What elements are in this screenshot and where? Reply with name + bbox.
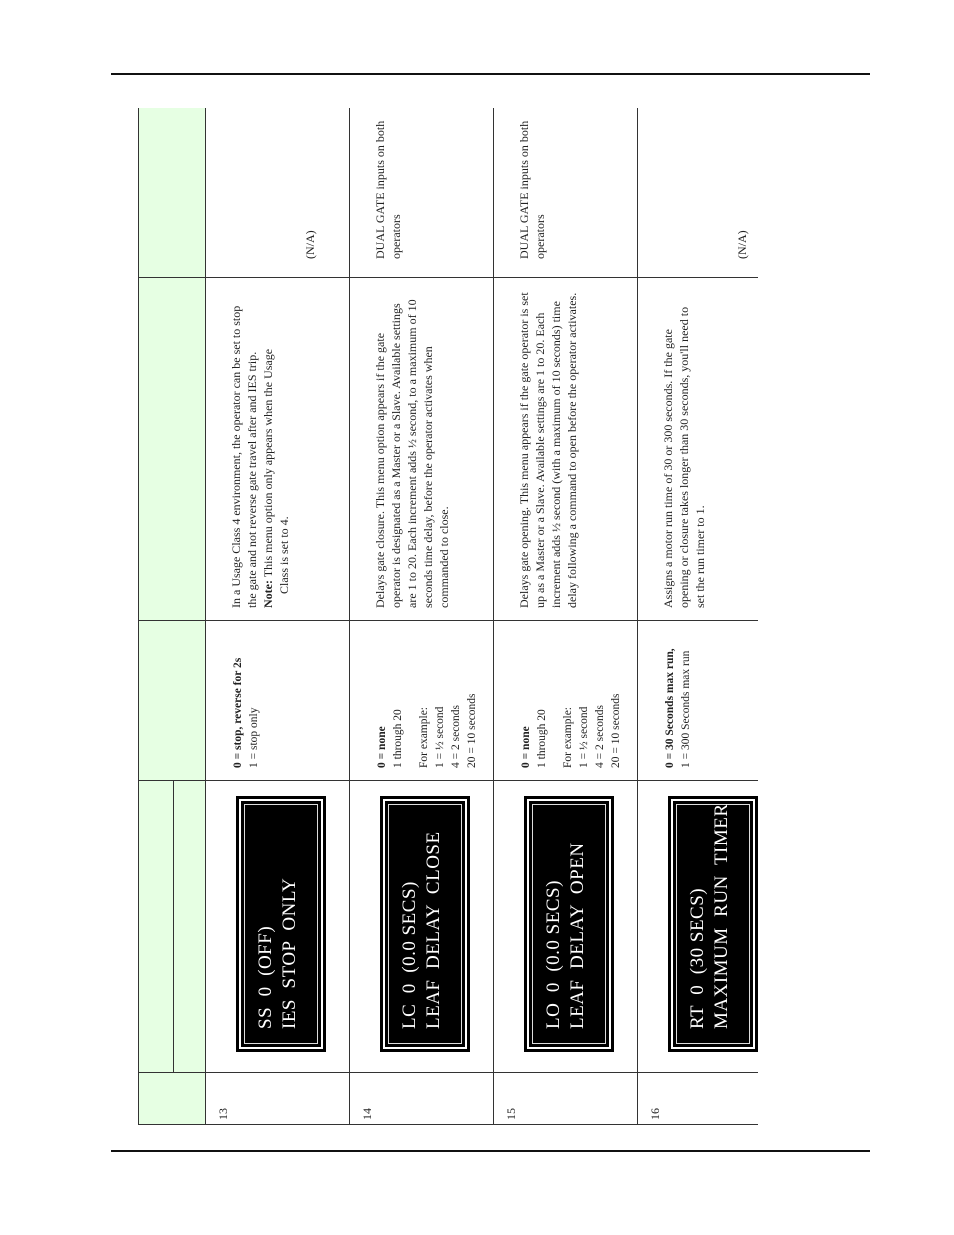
setting-option: 1 through 20 <box>392 709 404 768</box>
dual-gate-text: DUAL GATE inputs on both operators <box>517 120 547 259</box>
description-text: Assigns a motor run time of 30 or 300 seconds. If the gate opening or closure takes longer than 30 seconds, you'll need to set the run timer to 1. <box>661 306 707 608</box>
menu-settings-table <box>138 108 758 1125</box>
lcd-line-1: LC 0 (0.0 SECS) <box>399 881 420 1029</box>
description-cell <box>638 278 759 621</box>
settings-cell <box>350 621 494 781</box>
dual-gate-cell <box>350 108 494 278</box>
setting-option: 1 = stop only <box>248 707 260 768</box>
lcd-line-2: MAXIMUM RUN TIMER <box>711 803 732 1029</box>
example-item: 4 = 2 seconds <box>450 704 462 768</box>
lcd-display-cell <box>206 781 350 1073</box>
setting-option: 1 through 20 <box>536 709 548 768</box>
note-text-continued: Class is set to 4. <box>277 516 291 594</box>
lcd-display <box>668 796 758 1052</box>
example-item: 4 = 2 seconds <box>594 704 606 768</box>
rotated-table-container <box>138 108 758 1125</box>
lcd-display-cell <box>350 781 494 1073</box>
menu-number: 15 <box>494 1073 638 1125</box>
lcd-line-1: LO 0 (0.0 SECS) <box>543 880 564 1029</box>
description-cell <box>350 278 494 621</box>
note-label: Note: <box>261 580 275 608</box>
menu-number: 13 <box>206 1073 350 1125</box>
example-item: 1 = ½ second <box>434 706 446 768</box>
lcd-line-1: RT 0 (30 SECS) <box>687 887 708 1029</box>
description-cell <box>206 278 350 621</box>
table-row <box>206 108 350 1125</box>
rotated-table <box>138 108 758 1125</box>
lcd-line-2: LEAF DELAY OPEN <box>567 842 588 1029</box>
dual-gate-text: (N/A) <box>735 230 749 259</box>
dual-gate-text: DUAL GATE inputs on both operators <box>373 120 403 259</box>
setting-option: 0 = none <box>376 726 388 768</box>
example-label: For example: <box>562 707 574 768</box>
setting-option: 1 = 300 Seconds max run <box>680 650 692 768</box>
header-cell-number <box>139 1073 206 1125</box>
description-text: Delays gate closure. This menu option appears if the gate operator is designated as a Master or a Slave. Available settings are 1 to 20. Each increment adds ½ second, to a maximum of 10 seconds time delay, before the operator activates when commanded to close. <box>373 299 451 608</box>
setting-option: 0 = 30 Seconds max run, <box>664 648 676 768</box>
lcd-display-cell <box>638 781 759 1073</box>
menu-number: 14 <box>350 1073 494 1125</box>
table-row <box>494 108 638 1125</box>
lcd-display <box>380 796 470 1052</box>
table-header-row <box>139 108 206 1125</box>
settings-cell <box>206 621 350 781</box>
note <box>260 292 292 608</box>
header-cell-settings <box>139 621 206 781</box>
menu-number: 16 <box>638 1073 759 1125</box>
dual-gate-cell <box>494 108 638 278</box>
note-text: This menu option only appears when the Usage <box>261 348 275 578</box>
description-text: In a Usage Class 4 environment, the operator can be set to stop the gate and not reverse gate travel after and IES trip. <box>229 305 259 608</box>
settings-cell <box>638 621 759 781</box>
example-item: 20 = 10 seconds <box>466 693 478 768</box>
lcd-line-1: SS 0 (OFF) <box>255 925 276 1029</box>
description-cell <box>494 278 638 621</box>
lcd-display <box>524 796 614 1052</box>
setting-option: 0 = none <box>520 726 532 768</box>
lcd-line-2: IES STOP ONLY <box>279 877 300 1029</box>
example-item: 1 = ½ second <box>578 706 590 768</box>
example-label: For example: <box>418 707 430 768</box>
footer-rule <box>111 1150 870 1152</box>
dual-gate-cell <box>638 108 759 278</box>
dual-gate-text: (N/A) <box>303 230 317 259</box>
settings-cell <box>494 621 638 781</box>
example-item: 20 = 10 seconds <box>610 693 622 768</box>
header-rule <box>111 73 870 75</box>
description-text: Delays gate opening. This menu appears if the gate operator is set up as a Master or a Slave. Available settings are 1 to 20. Each increment adds ½ second (with a maximum of 10 seconds) time delay following a command to open before the operator activates. <box>517 292 579 608</box>
setting-option: 0 = stop, reverse for 2s <box>232 657 244 768</box>
lcd-display-cell <box>494 781 638 1073</box>
dual-gate-cell <box>206 108 350 278</box>
table-row <box>638 108 759 1125</box>
lcd-display <box>236 796 326 1052</box>
header-cell-display <box>139 781 206 1073</box>
header-cell-description <box>139 278 206 621</box>
table-row <box>350 108 494 1125</box>
header-cell-dual-gate <box>139 108 206 278</box>
lcd-line-2: LEAF DELAY CLOSE <box>423 831 444 1029</box>
